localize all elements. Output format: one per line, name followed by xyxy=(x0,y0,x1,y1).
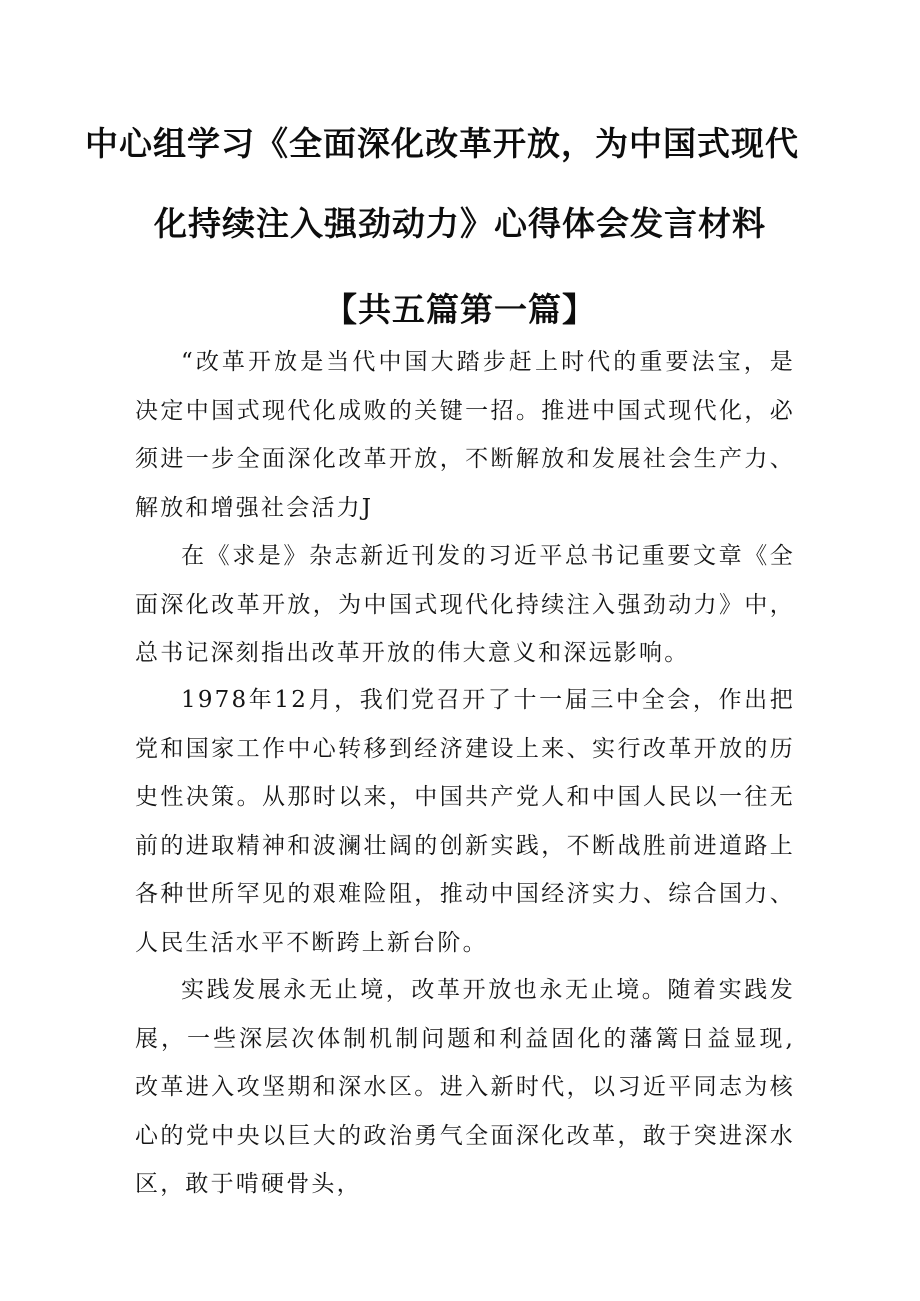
document-title-line-1: 中心组学习《全面深化改革开放，为中国式现代 xyxy=(85,124,799,163)
document-subtitle: 【共五篇第一篇】 xyxy=(324,290,596,329)
paragraph-2: 在《求是》杂志新近刊发的习近平总书记重要文章《全面深化改革开放，为中国式现代化持续注入强劲动力》中，总书记深刻指出改革开放的伟大意义和深远影响。 xyxy=(135,543,795,666)
paragraph-1-block xyxy=(135,338,795,532)
paragraph-4: 实践发展永无止境，改革开放也永无止境。随着实践发展，一些深层次体制机制问题和利益固化的藩篱日益显现,改革进入攻坚期和深水区。进入新时代，以习近平同志为核心的党中央以巨大的政治勇气全面深化改革，敢于突进深水区，敢于啃硬骨头， xyxy=(135,977,795,1197)
paragraph-3: 1978年12月，我们党召开了十一届三中全会，作出把党和国家工作中心转移到经济建设上来、实行改革开放的历史性决策。从那时以来，中国共产党人和中国人民以一往无前的进取精神和波澜壮阔的创新实践，不断战胜前进道路上各种世所罕见的艰难险阻，推动中国经济实力、综合国力、人民生活水平不断跨上新台阶。 xyxy=(135,687,795,956)
document-title-line-2: 化持续注入强劲动力》心得体会发言材料 xyxy=(154,204,766,243)
paragraph-4-block xyxy=(135,966,795,1209)
paragraph-2-block xyxy=(135,532,795,678)
paragraph-3-block xyxy=(135,676,795,967)
paragraph-1: “改革开放是当代中国大踏步赶上时代的重要法宝，是决定中国式现代化成败的关键一招。推进中国式现代化，必须进一步全面深化改革开放，不断解放和发展社会生产力、解放和增强社会活力J xyxy=(135,349,795,521)
